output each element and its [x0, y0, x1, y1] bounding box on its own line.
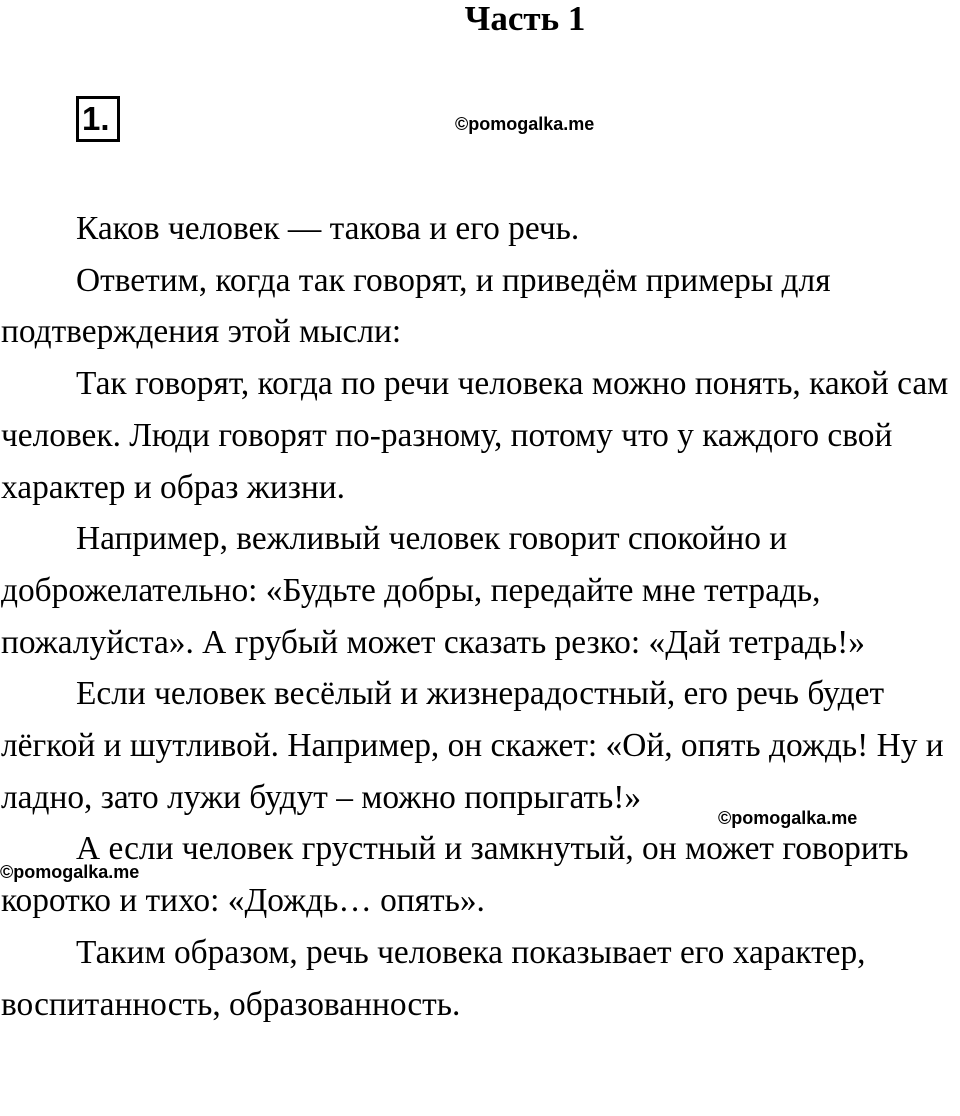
paragraph-6: А если человек грустный и замкнутый, он может говорить коротко и тихо: «Дождь… опять».: [1, 830, 909, 920]
watermark-top: ©pomogalka.me: [455, 114, 595, 134]
paragraph-4: Например, вежливый человек говорит спокойно и доброжелательно: «Будьте добры, передайте мне тетрадь, пожалуйста». А грубый может сказать резко: «Дай тетрадь!»: [1, 520, 865, 661]
watermark-left: ©pomogalka.me: [0, 862, 140, 882]
paragraph-1: Каков человек — такова и его речь.: [76, 210, 580, 247]
paragraph-3: Так говорят, когда по речи человека можно понять, какой сам человек. Люди говорят по-разному, потому что у каждого свой характер и образ жизни.: [1, 365, 949, 506]
page-heading: Часть 1: [464, 0, 586, 38]
answer-text: [1, 203, 960, 1030]
watermark-right: ©pomogalka.me: [718, 808, 858, 828]
paragraph-7: Таким образом, речь человека показывает его характер, воспитанность, образованность.: [1, 933, 866, 1023]
task-number-box: 1.: [76, 96, 120, 142]
paragraph-5: Если человек весёлый и жизнерадостный, его речь будет лёгкой и шутливой. Например, он скажет: «Ой, опять дождь! Ну и ладно, зато лужи будут – можно попрыгать!»: [1, 675, 944, 816]
paragraph-2: Ответим, когда так говорят, и приведём примеры для подтверждения этой мысли:: [1, 261, 831, 351]
